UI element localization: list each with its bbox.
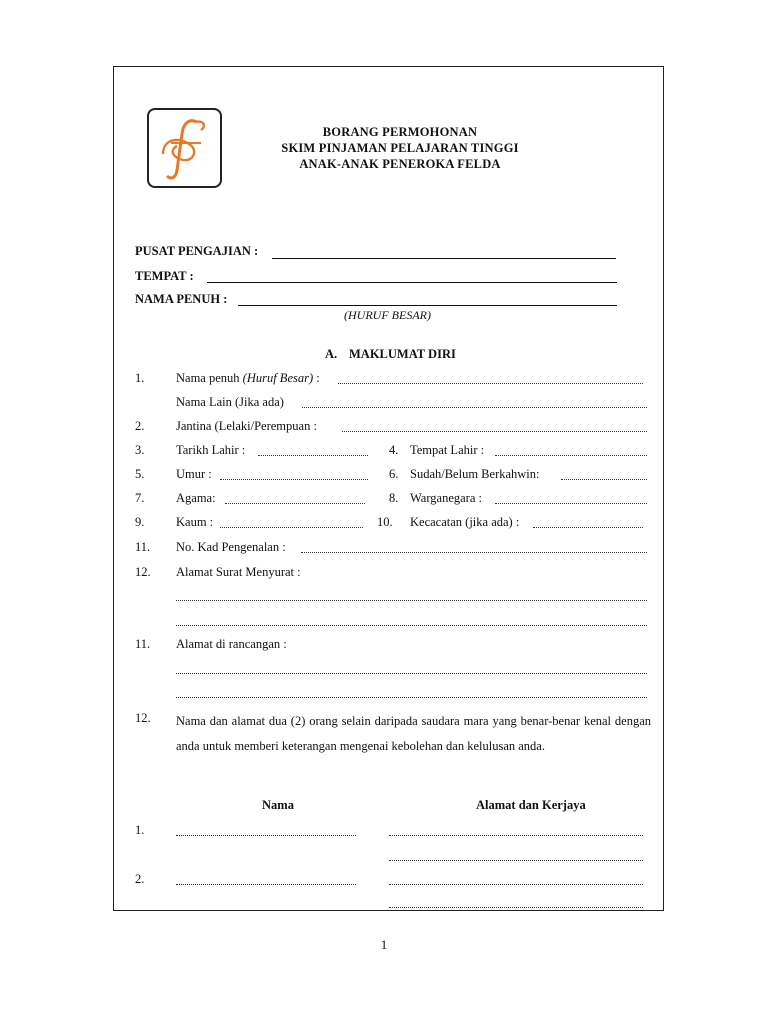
kad-pengenalan-input[interactable]: [301, 552, 647, 553]
tempat-label: TEMPAT :: [135, 269, 194, 283]
referee-instruction: Nama dan alamat dua (2) orang selain daripada saudara mara yang benar-benar kenal dengan anda untuk memberi keterangan mengenai kebolehan dan kelulusan anda.: [176, 714, 651, 753]
item-number: 5.: [135, 467, 145, 481]
item-number: 11.: [135, 637, 151, 651]
pusat-pengajian-field[interactable]: [272, 258, 616, 259]
alamat-surat-input-line2[interactable]: [176, 625, 647, 626]
nama-lain-label: Nama Lain (Jika ada): [176, 395, 284, 409]
item-number: 10.: [377, 515, 393, 529]
item-number: 12.: [135, 711, 151, 725]
umur-label: Umur :: [176, 467, 212, 481]
column-header-nama: Nama: [262, 798, 294, 812]
nama-penuh-input[interactable]: [338, 383, 643, 384]
form-title-line2: SKIM PINJAMAN PELAJARAN TINGGI: [281, 141, 519, 155]
item-number: 11.: [135, 540, 151, 554]
kecacatan-label: Kecacatan (jika ada) :: [410, 515, 520, 529]
warganegara-label: Warganegara :: [410, 491, 482, 505]
referee-row-number: 1.: [135, 823, 145, 837]
pusat-pengajian-label: PUSAT PENGAJIAN :: [135, 244, 259, 258]
umur-input[interactable]: [220, 479, 368, 480]
nama-penuh-label: NAMA PENUH :: [135, 292, 228, 306]
referee-1-nama-input[interactable]: [176, 835, 356, 836]
kaum-input[interactable]: [220, 527, 363, 528]
referee-2-alamat-input-line1[interactable]: [389, 884, 643, 885]
jantina-input[interactable]: [342, 431, 647, 432]
alamat-rancangan-input-line1[interactable]: [176, 673, 647, 674]
referee-2-alamat-input-line2[interactable]: [389, 907, 643, 908]
warganegara-input[interactable]: [495, 503, 647, 504]
section-a-letter: A.: [325, 347, 338, 361]
jantina-label: Jantina (Lelaki/Perempuan :: [176, 419, 317, 433]
nama-lain-input[interactable]: [302, 407, 647, 408]
tarikh-lahir-label: Tarikh Lahir :: [176, 443, 246, 457]
agama-label: Agama:: [176, 491, 216, 505]
form-title-line3: ANAK-ANAK PENEROKA FELDA: [299, 157, 501, 171]
item-number: 7.: [135, 491, 145, 505]
page-number: 1: [380, 937, 388, 952]
tempat-lahir-input[interactable]: [495, 455, 647, 456]
nama-penuh-item-label: Nama penuh (Huruf Besar) :: [176, 371, 320, 385]
alamat-rancangan-label: Alamat di rancangan :: [176, 637, 287, 651]
item-number: 3.: [135, 443, 145, 457]
referee-1-alamat-input-line2[interactable]: [389, 860, 643, 861]
item-number: 12.: [135, 565, 151, 579]
kad-pengenalan-label: No. Kad Pengenalan :: [176, 540, 286, 554]
column-header-alamat: Alamat dan Kerjaya: [476, 798, 586, 812]
alamat-rancangan-input-line2[interactable]: [176, 697, 647, 698]
referee-row-number: 2.: [135, 872, 145, 886]
section-a-heading: MAKLUMAT DIRI: [349, 347, 456, 361]
form-border: [113, 66, 664, 911]
sudah-belum-label: Sudah/Belum Berkahwin:: [410, 467, 540, 481]
referee-2-nama-input[interactable]: [176, 884, 356, 885]
tempat-lahir-label: Tempat Lahir :: [410, 443, 485, 457]
alamat-surat-label: Alamat Surat Menyurat :: [176, 565, 301, 579]
kecacatan-input[interactable]: [533, 527, 643, 528]
kaum-label: Kaum :: [176, 515, 214, 529]
tarikh-lahir-input[interactable]: [258, 455, 368, 456]
item-number: 4.: [389, 443, 399, 457]
sudah-belum-input[interactable]: [561, 479, 647, 480]
item-number: 9.: [135, 515, 145, 529]
referee-1-alamat-input-line1[interactable]: [389, 835, 643, 836]
form-title-line1: BORANG PERMOHONAN: [322, 125, 478, 139]
alamat-surat-input-line1[interactable]: [176, 600, 647, 601]
felda-logo: [147, 108, 222, 188]
felda-f-icon: [149, 110, 220, 186]
item-number: 6.: [389, 467, 399, 481]
item-number: 2.: [135, 419, 145, 433]
nama-penuh-field[interactable]: [238, 305, 617, 306]
agama-input[interactable]: [225, 503, 365, 504]
item-number: 8.: [389, 491, 399, 505]
huruf-besar-note: (HURUF BESAR): [344, 308, 431, 322]
item-number: 1.: [135, 371, 145, 385]
tempat-field[interactable]: [207, 282, 617, 283]
